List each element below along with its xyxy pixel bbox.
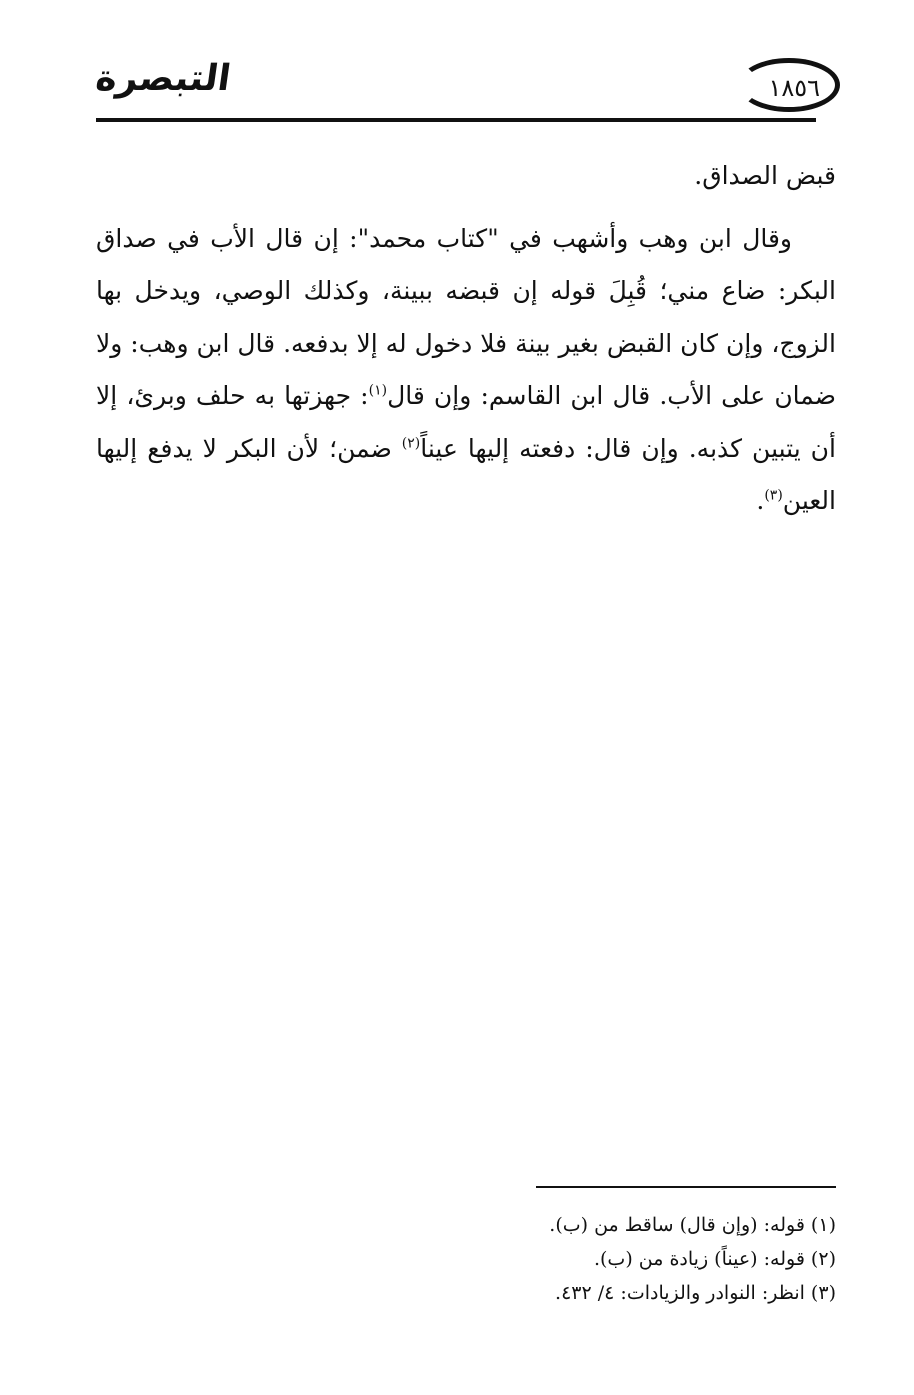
paragraph-2-part-2: : جهزتها به حلف وبرئ، إلا أن يتبين كذبه. وإن قال: دفعته إليها عيناً bbox=[96, 381, 836, 463]
page-number: ١٨٥٦ bbox=[768, 74, 820, 102]
footnote-ref-3[interactable]: (٣) bbox=[764, 487, 783, 504]
main-text bbox=[96, 150, 836, 528]
page-header bbox=[93, 52, 840, 126]
header-rule bbox=[96, 118, 816, 122]
running-title: التبصرة bbox=[93, 58, 234, 99]
footnote-3: (٣) انظر: النوادر والزيادات: ٤/ ٤٣٢. bbox=[555, 1282, 836, 1304]
footnote-2: (٢) قوله: (عيناً) زيادة من (ب). bbox=[593, 1248, 836, 1270]
paragraph-1: قبض الصداق. bbox=[694, 161, 836, 190]
footnote-ref-1[interactable]: (١) bbox=[368, 382, 388, 399]
footnote-ref-2[interactable]: (٢) bbox=[401, 435, 421, 452]
footnote-separator bbox=[536, 1186, 836, 1188]
paragraph-2 bbox=[96, 213, 836, 528]
footnotes bbox=[300, 1208, 836, 1310]
paragraph-2-part-3: ضمن؛ لأن البكر لا يدفع إليها العين bbox=[96, 433, 836, 515]
footnote-1: (١) قوله: (وإن قال) ساقط من (ب). bbox=[549, 1214, 836, 1236]
paragraph-2-end: . bbox=[756, 486, 765, 515]
paragraph-2-part-1: وقال ابن وهب وأشهب في "كتاب محمد": إن قال الأب في صداق البكر: ضاع مني؛ قُبِلَ قوله إن قبضه ببينة، وكذلك الوصي، ويدخل بها الزوج، وإن كان القبض بغير بينة فلا دخول له إلا بدفعه. قال ابن وهب: ولا ضمان على الأب. قال ابن القاسم: وإن قال bbox=[96, 223, 836, 410]
